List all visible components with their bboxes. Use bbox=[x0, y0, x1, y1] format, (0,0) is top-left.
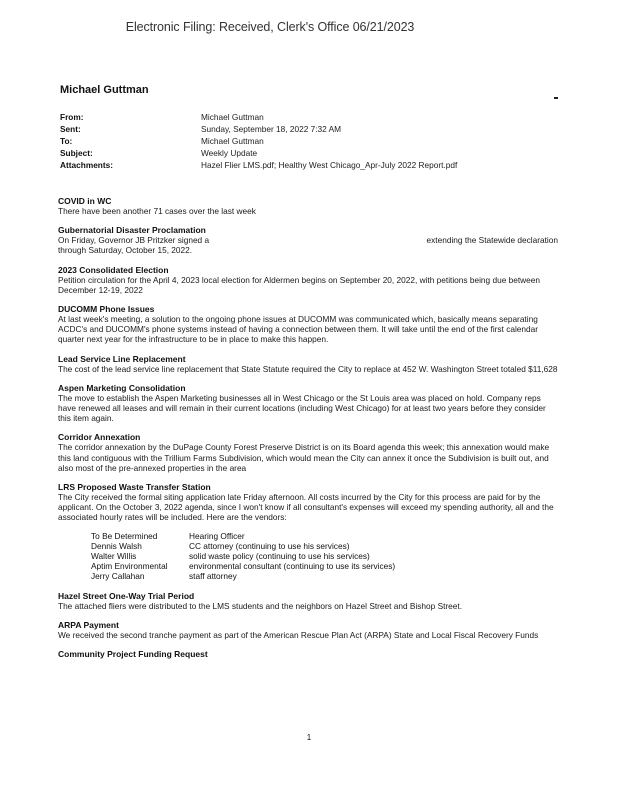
section-text: There have been another 71 cases over the last week bbox=[58, 206, 256, 216]
section-text: The move to establish the Aspen Marketing businesses all in West Chicago or the St Louis area was placed on hold. Company reps have renewed all leases and will remain in their current locations (including West Chicago) for at least two years before they consider this item again. bbox=[58, 392, 546, 424]
vendor-name: To Be Determined bbox=[91, 530, 158, 541]
header-row-sent bbox=[60, 123, 560, 135]
header-label: To: bbox=[60, 136, 73, 146]
section-title: ARPA Payment bbox=[58, 619, 119, 630]
vendor-row bbox=[91, 571, 558, 581]
section-election bbox=[58, 265, 558, 295]
vendor-role: solid waste policy (continuing to use his services) bbox=[189, 551, 370, 562]
filing-stamp: Electronic Filing: Received, Clerk's Office 06/21/2023 bbox=[125, 20, 415, 34]
header-value: Michael Guttman bbox=[201, 136, 264, 146]
header-value: Sunday, September 18, 2022 7:32 AM bbox=[201, 124, 342, 134]
section-title: COVID in WC bbox=[58, 196, 112, 206]
section-title: Community Project Funding Request bbox=[58, 649, 208, 660]
section-title: Corridor Annexation bbox=[58, 432, 141, 443]
section-community bbox=[58, 649, 558, 659]
vendor-name: Jerry Callahan bbox=[91, 571, 145, 582]
section-text: The corridor annexation by the DuPage County Forest Preserve District is on its Board agenda this week; this annexation would make this land contiguous with the Trillium Farms Subdivision, which would mean the City can annex it once the Subdivision is built out, and also most of the pre-annexed properties in the area bbox=[58, 442, 550, 473]
header-value: Weekly Update bbox=[201, 148, 258, 158]
section-title: Aspen Marketing Consolidation bbox=[58, 382, 186, 393]
section-title: Hazel Street One-Way Trial Period bbox=[58, 590, 195, 601]
text-left: On Friday, Governor JB Pritzker signed a bbox=[58, 235, 210, 246]
header-row-subject bbox=[60, 147, 560, 159]
section-hazel bbox=[58, 591, 558, 611]
vendor-role: CC attorney (continuing to use his services) bbox=[189, 540, 350, 551]
section-title: LRS Proposed Waste Transfer Station bbox=[58, 482, 211, 493]
header-label: Attachments: bbox=[60, 160, 114, 170]
section-title: Lead Service Line Replacement bbox=[58, 353, 186, 364]
email-body bbox=[58, 196, 558, 668]
page-number: 1 bbox=[306, 733, 312, 742]
vendor-role: Hearing Officer bbox=[189, 530, 245, 541]
header-label: From: bbox=[60, 112, 84, 122]
vendor-row bbox=[91, 551, 558, 561]
section-text: The City received the formal siting application late Friday afternoon. All costs incurred by the City for this process are paid for by the applicant. On the October 3, 2022 agenda, since I won't know if all consultant's expenses will exceed my spending authority, all and the associated hourly rates will be included. Here are the vendors: bbox=[58, 492, 554, 523]
email-header bbox=[60, 111, 560, 171]
header-row-from bbox=[60, 111, 560, 123]
vendor-name: Walter Willis bbox=[91, 551, 137, 562]
section-text: We received the second tranche payment as part of the American Rescue Plan Act (ARPA) State and Local Fiscal Recovery Funds bbox=[58, 629, 539, 640]
sender-name: Michael Guttman bbox=[60, 84, 149, 96]
text-right: extending the Statewide declaration bbox=[426, 235, 558, 246]
attachments-value[interactable]: Hazel Flier LMS.pdf; Healthy West Chicago_Apr-July 2022 Report.pdf bbox=[201, 160, 458, 170]
header-row-to bbox=[60, 135, 560, 147]
section-lrs bbox=[58, 482, 558, 582]
section-text: The attached fliers were distributed to the LMS students and the neighbors on Hazel Street and Bishop Street. bbox=[58, 600, 463, 611]
vendor-row bbox=[91, 541, 558, 551]
vendor-list bbox=[91, 531, 558, 582]
section-text: At last week's meeting, a solution to the ongoing phone issues at DUCOMM was communicated which, basically means separating ACDC's and DUCOMM's phone systems instead of having a connection between them. It will take until the end of the first calendar quarter next year for the infrastructure to be in place to make this happen. bbox=[58, 314, 539, 345]
section-title: DUCOMM Phone Issues bbox=[58, 304, 155, 315]
vendor-name: Aptim Environmental bbox=[91, 561, 168, 572]
section-disaster bbox=[58, 225, 558, 255]
section-title: 2023 Consolidated Election bbox=[58, 264, 169, 275]
section-arpa bbox=[58, 620, 558, 640]
section-lead bbox=[58, 354, 558, 374]
header-value: Michael Guttman bbox=[201, 112, 264, 122]
section-title: Gubernatorial Disaster Proclamation bbox=[58, 225, 206, 236]
section-aspen bbox=[58, 383, 558, 424]
vendor-row bbox=[91, 531, 558, 541]
vendor-role: environmental consultant (continuing to use its services) bbox=[189, 561, 396, 572]
header-label: Sent: bbox=[60, 124, 81, 134]
section-corridor bbox=[58, 432, 558, 473]
scan-mark bbox=[554, 97, 558, 99]
section-covid bbox=[58, 196, 558, 216]
section-text-line bbox=[58, 235, 558, 245]
vendor-role: staff attorney bbox=[189, 571, 237, 582]
section-text: The cost of the lead service line replacement that State Statute required the City to replace at 452 W. Washington Street totaled $11,628 bbox=[58, 363, 558, 374]
vendor-name: Dennis Walsh bbox=[91, 540, 142, 551]
header-row-attachments bbox=[60, 159, 560, 171]
section-text: Petition circulation for the April 4, 2023 local election for Aldermen begins on September 20, 2022, with petitions being due between December 12-19, 2022 bbox=[58, 274, 540, 295]
section-text: through Saturday, October 15, 2022. bbox=[58, 245, 193, 256]
vendor-row bbox=[91, 561, 558, 571]
section-ducomm bbox=[58, 304, 558, 345]
header-label: Subject: bbox=[60, 148, 93, 158]
